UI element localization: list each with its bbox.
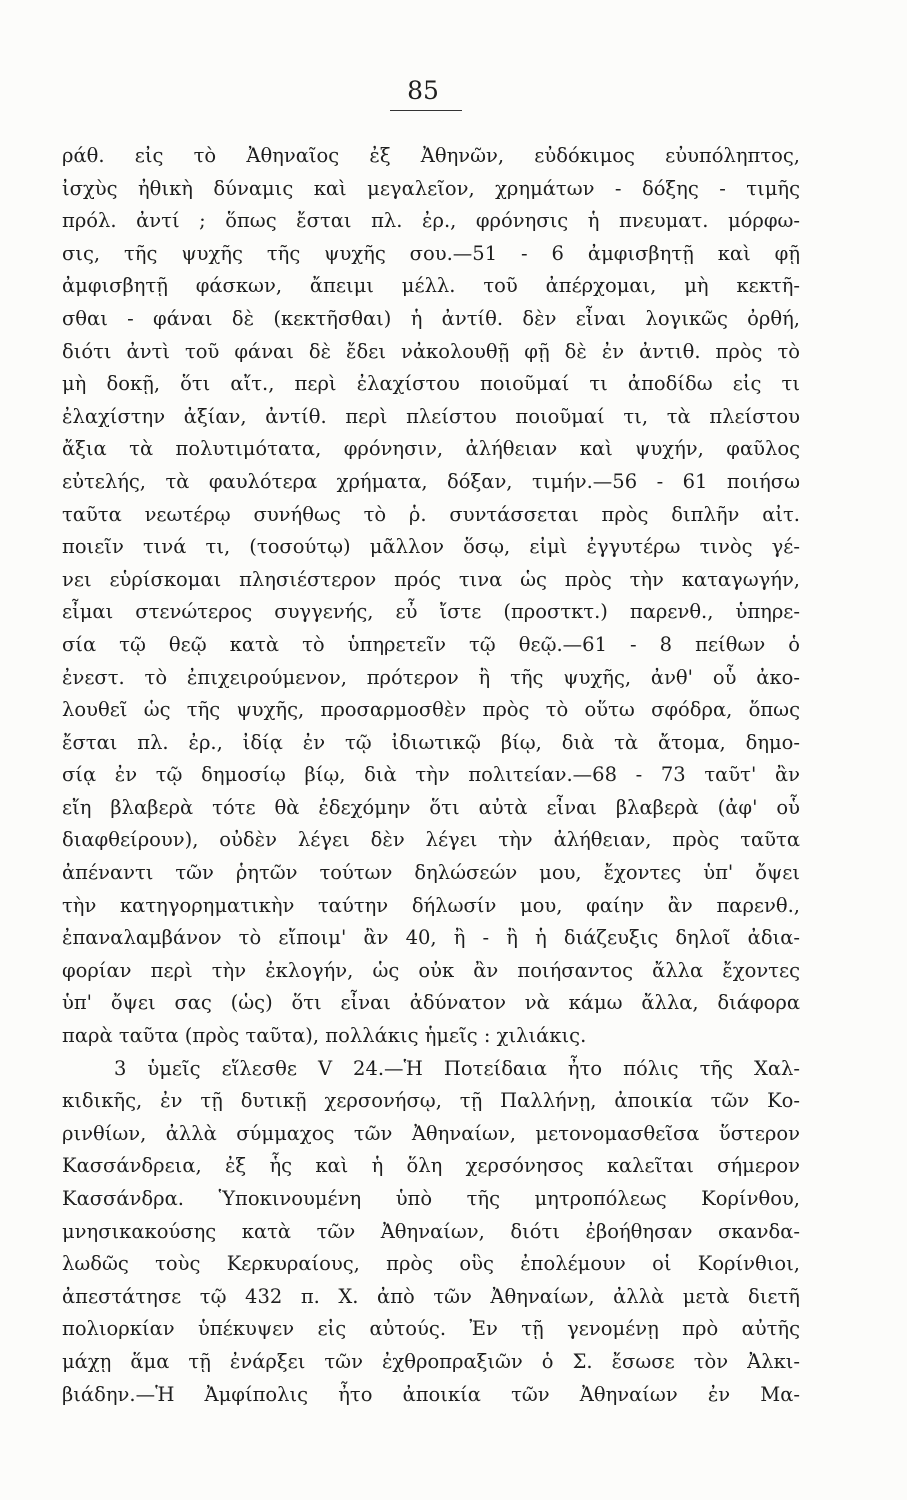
text-line: διότι ἀντὶ τοῦ φάναι δὲ ἔδει νἀκολουθῇ φῇ δὲ ἐν ἀντιθ. πρὸς τὸ [62, 339, 800, 363]
text-line: πολιορκίαν ὑπέκυψεν εἰς αὐτούς. Ἐν τῇ γενομένῃ πρὸ αὐτῆς [62, 1317, 800, 1341]
text-line: ταῦτα νεωτέρῳ συνήθως τὸ ῥ. συντάσσεται πρὸς διπλῆν αἰτ. [62, 502, 800, 526]
text-line: ρινθίων, ἀλλὰ σύμμαχος τῶν Ἀθηναίων, μετονομασθεῖσα ὕστερον [62, 1121, 800, 1145]
text-line: κιδικῆς, ἐν τῇ δυτικῇ χερσονήσῳ, τῇ Παλλήνῃ, ἀποικία τῶν Κο- [62, 1089, 800, 1113]
text-line: εὐτελής, τὰ φαυλότερα χρήματα, δόξαν, τιμήν.—56 - 61 ποιήσω [62, 469, 800, 493]
text-line: διαφθείρουν), οὐδὲν λέγει δὲν λέγει τὴν ἀλήθειαν, πρὸς ταῦτα [62, 828, 800, 852]
page-number: 85 [407, 76, 439, 105]
text-line: τὴν κατηγορηματικὴν ταύτην δήλωσίν μου, φαίην ἂν παρενθ., [62, 893, 800, 917]
text-line: Κασσάνδρα. Ὑποκινουμένη ὑπὸ τῆς μητροπόλεως Κορίνθου, [62, 1187, 800, 1210]
text-line: νει εὑρίσκομαι πλησιέστερον πρός τινα ὡς πρὸς τὴν καταγωγήν, [62, 567, 800, 591]
text-line: εἶμαι στενώτερος συγγενής, εὖ ἴστε (προστκτ.) παρενθ., ὑπηρε- [62, 600, 800, 624]
text-line: ράθ. εἰς τὸ Ἀθηναῖος ἐξ Ἀθηνῶν, εὐδόκιμος εὐυπόληπτος, [62, 144, 800, 167]
text-line: μάχῃ ἅμα τῇ ἐνάρξει τῶν ἐχθροπραξιῶν ὁ Σ. ἔσωσε τὸν Ἀλκι- [62, 1349, 800, 1373]
text-line: ἀπεστάτησε τῷ 432 π. Χ. ἀπὸ τῶν Ἀθηναίων, ἀλλὰ μετὰ διετῆ [62, 1284, 800, 1308]
text-line: πρόλ. ἀντί ; ὅπως ἔσται πλ. ἐρ., φρόνησις ἡ πνευματ. μόρφω- [62, 209, 800, 233]
text-line: ἔσται πλ. ἐρ., ἰδίᾳ ἐν τῷ ἰδιωτικῷ βίῳ, διὰ τὰ ἄτομα, δημο- [62, 730, 800, 754]
text-line: λουθεῖ ὡς τῆς ψυχῆς, προσαρμοσθὲν πρὸς τὸ οὕτω σφόδρα, ὅπως [62, 698, 800, 722]
text-line: ἀμφισβητῇ φάσκων, ἄπειμι μέλλ. τοῦ ἀπέρχομαι, μὴ κεκτῆ- [62, 274, 800, 298]
text-line: παρὰ ταῦτα (πρὸς ταῦτα), πολλάκις ἡμεῖς : χιλιάκις. [62, 1024, 587, 1048]
text-line: βιάδην.—Ἡ Ἀμφίπολις ἦτο ἀποικία τῶν Ἀθηναίων ἐν Μα- [62, 1382, 800, 1406]
text-line: σία τῷ θεῷ κατὰ τὸ ὑπηρετεῖν τῷ θεῷ.—61 - 8 πείθων ὁ [62, 632, 800, 656]
text-line: σις, τῆς ψυχῆς τῆς ψυχῆς σου.—51 - 6 ἀμφισβητῇ καὶ φῇ [62, 241, 800, 265]
text-line: ἐνεστ. τὸ ἐπιχειρούμενον, πρότερον ἢ τῆς ψυχῆς, ἀνθ' οὗ ἀκο- [62, 665, 800, 689]
text-line: ἐλαχίστην ἀξίαν, ἀντίθ. περὶ πλείστου ποιοῦμαί τι, τὰ πλείστου [62, 404, 800, 428]
text-line: ἰσχὺς ἠθικὴ δύναμις καὶ μεγαλεῖον, χρημάτων - δόξης - τιμῆς [62, 176, 800, 200]
text-line: λωδῶς τοὺς Κερκυραίους, πρὸς οὓς ἐπολέμουν οἱ Κορίνθιοι, [62, 1252, 800, 1276]
page-number-rule [390, 110, 462, 111]
text-line: ἐπαναλαμβάνον τὸ εἴποιμ' ἂν 40, ἢ - ἢ ἡ διάζευξις δηλοῖ ἀδια- [62, 926, 800, 950]
text-line: μνησικακούσης κατὰ τῶν Ἀθηναίων, διότι ἐβοήθησαν σκανδα- [62, 1219, 800, 1243]
text-line: ἀπέναντι τῶν ῥητῶν τούτων δηλώσεών μου, ἔχοντες ὑπ' ὄψει [62, 861, 800, 885]
text-line: σθαι - φάναι δὲ (κεκτῆσθαι) ἡ ἀντίθ. δὲν εἶναι λογικῶς ὀρθή, [62, 306, 800, 330]
text-line: ἄξια τὰ πολυτιμότατα, φρόνησιν, ἀλήθειαν καὶ ψυχήν, φαῦλος [62, 437, 800, 461]
text-line: εἴη βλαβερὰ τότε θὰ ἐδεχόμην ὅτι αὐτὰ εἶναι βλαβερὰ (ἀφ' οὗ [62, 795, 800, 819]
text-line: 3 ὑμεῖς εἵλεσθε V 24.—Ἡ Ποτείδαια ἦτο πόλις τῆς Χαλ- [114, 1056, 800, 1080]
text-line: ποιεῖν τινά τι, (τοσούτῳ) μᾶλλον ὅσῳ, εἰμὶ ἐγγυτέρω τινὸς γέ- [62, 535, 800, 559]
text-line: μὴ δοκῇ, ὅτι αἴτ., περὶ ἐλαχίστου ποιοῦμαί τι ἀποδίδω εἰς τι [62, 372, 800, 396]
text-line: ὑπ' ὄψει σας (ὡς) ὅτι εἶναι ἀδύνατον νὰ κάμω ἄλλα, διάφορα [62, 991, 800, 1015]
text-line: φορίαν περὶ τὴν ἐκλογήν, ὡς οὐκ ἂν ποιήσαντος ἄλλα ἔχοντες [62, 958, 800, 982]
commentary-text [62, 140, 800, 1411]
text-line: Κασσάνδρεια, ἐξ ἧς καὶ ἡ ὅλη χερσόνησος καλεῖται σήμερον [62, 1154, 800, 1178]
text-line: σίᾳ ἐν τῷ δημοσίῳ βίῳ, διὰ τὴν πολιτείαν.—68 - 73 ταῦτ' ἂν [62, 763, 800, 787]
